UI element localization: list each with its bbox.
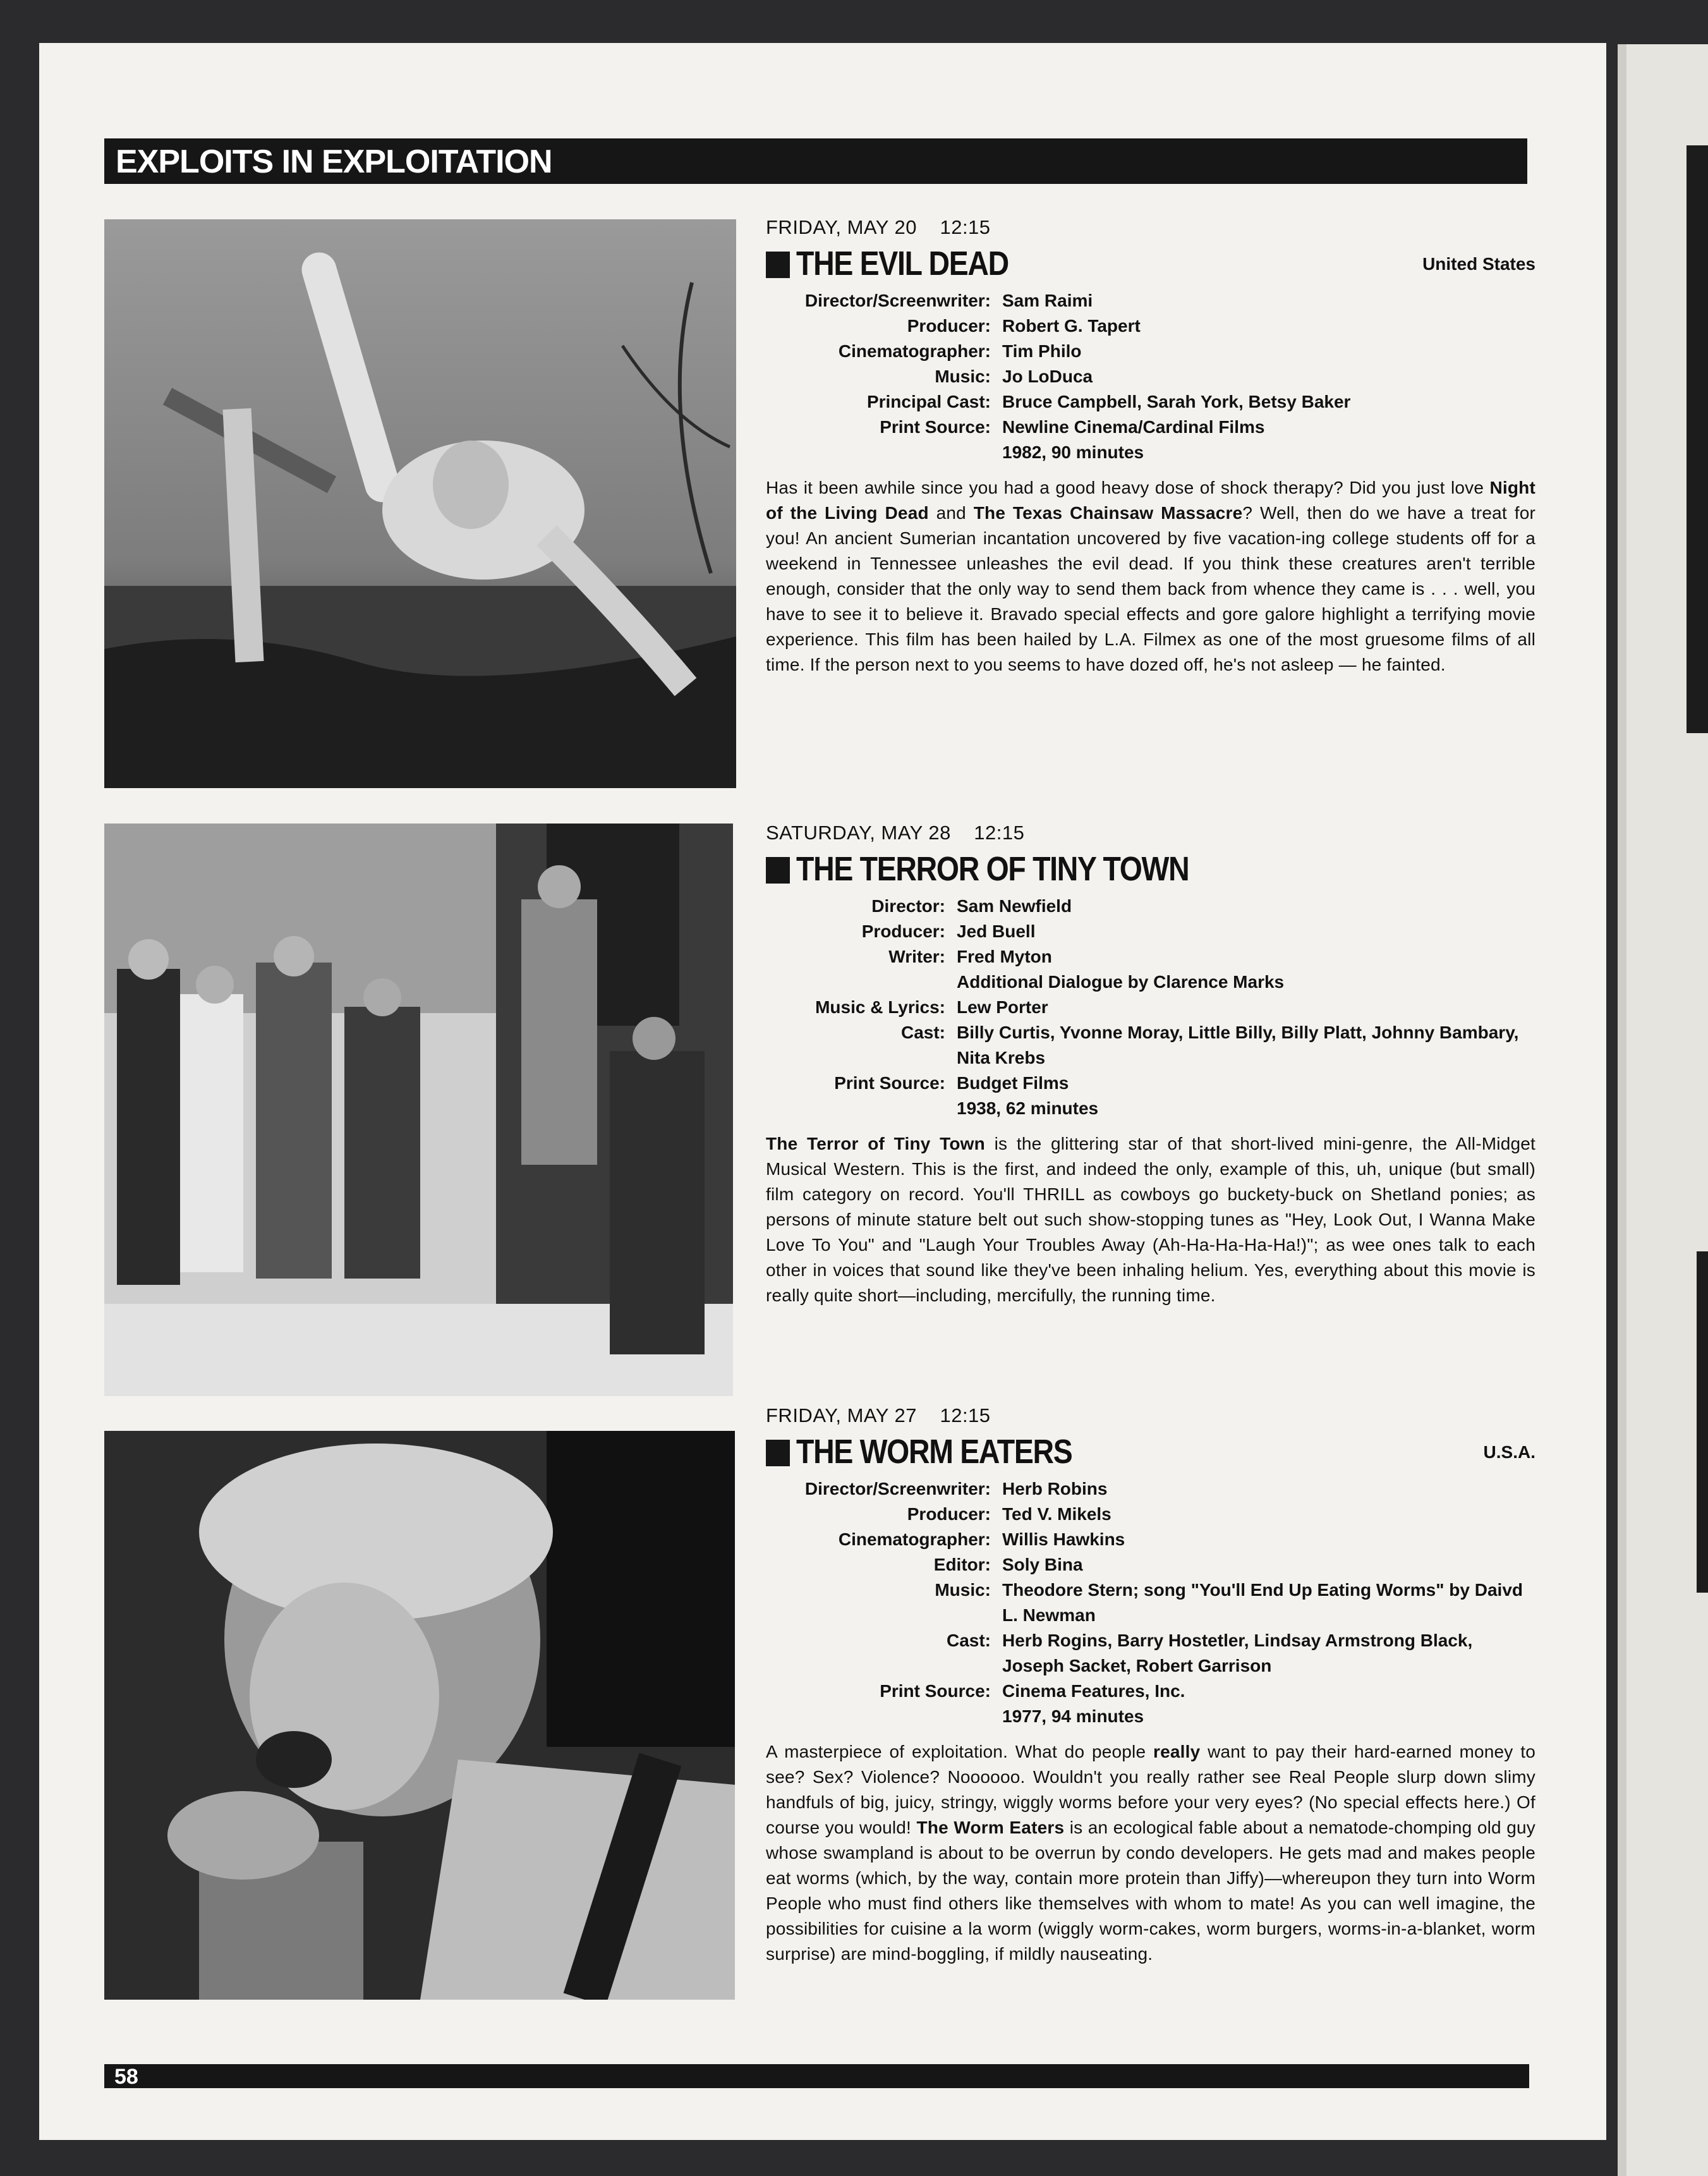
credit-value: Herb Rogins, Barry Hostetler, Lindsay Armstrong Black, Joseph Sacket, Robert Garrison <box>1002 1631 1473 1675</box>
footer-bar <box>104 2064 1529 2088</box>
credit-label: Producer: <box>907 316 991 336</box>
description-text: and <box>928 503 974 523</box>
credit-value: 1938, 62 minutes <box>957 1098 1099 1118</box>
evil-dead-photo <box>104 219 736 788</box>
credit-label: Print Source: <box>834 1073 945 1093</box>
film-reference: Night of the Living Dead <box>766 478 1535 523</box>
film-title: THE WORM EATERS <box>796 1433 1072 1471</box>
credit-value: Fred Myton <box>957 947 1052 966</box>
title-row <box>766 848 1535 890</box>
tiny-town-photo <box>104 824 733 1396</box>
credit-value: Billy Curtis, Yvonne Moray, Little Billy, Billy Platt, Johnny Bambary, Nita Krebs <box>957 1023 1519 1067</box>
credit-value: Willis Hawkins <box>1002 1529 1125 1549</box>
credit-value: Jed Buell <box>957 921 1036 941</box>
credit-row <box>766 1096 1535 1121</box>
film-country: U.S.A. <box>1483 1442 1535 1462</box>
credit-label: Print Source: <box>880 417 991 437</box>
credit-label: Music & Lyrics: <box>815 997 945 1017</box>
description-text: A masterpiece of exploitation. What do people <box>766 1742 1153 1761</box>
screening-date: SATURDAY, MAY 28 12:15 <box>766 822 1025 844</box>
credit-value: Additional Dialogue by Clarence Marks <box>957 972 1285 992</box>
credit-row <box>766 995 1535 1020</box>
credit-row <box>766 919 1535 944</box>
credit-row <box>766 1704 1535 1729</box>
credit-label: Cinematographer: <box>838 1529 991 1549</box>
credit-label: Print Source: <box>880 1681 991 1701</box>
adjacent-page <box>1618 44 1708 2176</box>
credit-value: Jo LoDuca <box>1002 367 1093 386</box>
title-bullet <box>766 252 790 278</box>
credit-value: Sam Newfield <box>957 896 1072 916</box>
credit-row <box>766 389 1535 415</box>
credit-label: Music: <box>935 1580 991 1600</box>
credit-row <box>766 1527 1535 1552</box>
film-reference: The Texas Chainsaw Massacre <box>973 503 1243 523</box>
film-description <box>766 475 1535 678</box>
credit-row <box>766 1679 1535 1704</box>
film-entry-worm-eaters <box>766 1403 1535 1967</box>
credit-label: Writer: <box>888 947 945 966</box>
credit-value: 1977, 94 minutes <box>1002 1706 1144 1726</box>
title-bullet <box>766 857 790 884</box>
worm-eaters-photo <box>104 1431 735 2000</box>
film-entry-evil-dead <box>766 215 1535 678</box>
title-row <box>766 243 1535 284</box>
credit-row <box>766 1502 1535 1527</box>
page-spine <box>1618 44 1626 2176</box>
credit-row <box>766 1577 1535 1628</box>
description-text: is the glittering star of that short-lived mini-genre, the All-Midget Musical Western. This is the first, and indeed the only, example of this, uh, unique (but small) film category on record. You'll THRILL as cowboys go buckety-buck on Shetland ponies; as persons of minute stature belt out such show-stopping tunes as "Hey, Look Out, I Wanna Make Love To You" and "Laugh Your Troubles Away (Ah-Ha-Ha-Ha-Ha!)"; as wee ones talk to each other in voices that sound like they've been inhaling helium. Yes, everything about this movie is really quite short—including, mercifully, the running time. <box>766 1134 1535 1305</box>
credit-value: Lew Porter <box>957 997 1048 1017</box>
credits-list <box>766 894 1535 1121</box>
credit-row <box>766 1071 1535 1096</box>
credit-row <box>766 969 1535 995</box>
credit-label: Editor: <box>933 1555 991 1574</box>
film-title: THE EVIL DEAD <box>796 245 1008 283</box>
film-title: THE TERROR OF TINY TOWN <box>796 850 1189 888</box>
section-title: EXPLOITS IN EXPLOITATION <box>116 143 552 180</box>
credits-list <box>766 288 1535 465</box>
credit-label: Cast: <box>900 1023 945 1042</box>
credit-row <box>766 415 1535 440</box>
credit-label: Producer: <box>907 1504 991 1524</box>
credit-label <box>766 440 1002 465</box>
credit-row <box>766 894 1535 919</box>
credit-row <box>766 1552 1535 1577</box>
credit-row <box>766 1476 1535 1502</box>
film-reference: The Worm Eaters <box>916 1818 1065 1837</box>
credit-value: Herb Robins <box>1002 1479 1108 1498</box>
film-country: United States <box>1422 254 1535 274</box>
film-entry-terror-of-tiny-town <box>766 820 1535 1308</box>
adjacent-page-bar-bottom <box>1697 1251 1708 1593</box>
credit-row <box>766 440 1535 465</box>
credit-row <box>766 339 1535 364</box>
film-description <box>766 1131 1535 1308</box>
credit-label: Director/Screenwriter: <box>804 291 991 310</box>
credit-row <box>766 944 1535 969</box>
credit-label: Producer: <box>861 921 945 941</box>
credit-value: Sam Raimi <box>1002 291 1093 310</box>
screening-date: FRIDAY, MAY 20 12:15 <box>766 216 991 238</box>
description-text: want to pay their hard-earned money to see? Sex? Violence? Noooooo. Wouldn't you really rather see Real People slurp down slimy handfuls of big, juicy, stringy, wiggly worms before your very eyes? (No special effects here.) Of course you would! <box>766 1742 1535 1837</box>
credit-label: Cast: <box>946 1631 991 1650</box>
credit-row <box>766 364 1535 389</box>
title-bullet <box>766 1440 790 1466</box>
credit-row <box>766 1020 1535 1071</box>
title-row <box>766 1431 1535 1473</box>
credit-value: Ted V. Mikels <box>1002 1504 1111 1524</box>
credit-label: Music: <box>935 367 991 386</box>
credit-row <box>766 1628 1535 1679</box>
section-header-bar <box>104 138 1527 184</box>
adjacent-page-bar-top <box>1687 145 1708 733</box>
credit-value: Bruce Campbell, Sarah York, Betsy Baker <box>1002 392 1351 411</box>
credit-label: Principal Cast: <box>866 392 991 411</box>
screening-date: FRIDAY, MAY 27 12:15 <box>766 1404 991 1426</box>
credit-value: Cinema Features, Inc. <box>1002 1681 1185 1701</box>
credit-row <box>766 313 1535 339</box>
credit-label <box>766 1096 957 1121</box>
credit-value: 1982, 90 minutes <box>1002 442 1144 462</box>
credit-label: Director: <box>871 896 945 916</box>
description-text: ? Well, then do we have a treat for you! An ancient Sumerian incantation uncovered by five vacation-ing college students off for a weekend in Tennessee unleashes the evil dead. If you think these creatures aren't terrible enough, consider that the only way to send them back from whence they came is . . . well, you have to see it to believe it. Bravado special effects and gore galore highlight a terrifying movie experience. This film has been hailed by L.A. Filmex as one of the most gruesome films of all time. If the person next to you seems to have dozed off, he's not asleep — he fainted. <box>766 503 1535 674</box>
film-description <box>766 1739 1535 1967</box>
credit-label: Cinematographer: <box>838 341 991 361</box>
film-reference: The Terror of Tiny Town <box>766 1134 985 1153</box>
credit-value: Budget Films <box>957 1073 1069 1093</box>
page-number: 58 <box>114 2065 138 2089</box>
credit-label <box>766 969 957 995</box>
emphasis-text: really <box>1153 1742 1201 1761</box>
description-text: is an ecological fable about a nematode-chomping old guy whose swampland is about to be overrun by condo developers. He gets mad and makes people eat worms (which, by the way, contain more protein than Jiffy)—whereupon they turn into Worm People who must find others like themselves with whom to mate! As you can well imagine, the possibilities for cuisine a la worm (wiggly worm-cakes, worm burgers, worms-in-a-blanket, worm surprise) are mind-boggling, if mildly nauseating. <box>766 1818 1536 1964</box>
description-text: Has it been awhile since you had a good heavy dose of shock therapy? Did you just love <box>766 478 1490 497</box>
credit-label <box>766 1704 1002 1729</box>
credit-value: Robert G. Tapert <box>1002 316 1141 336</box>
credits-list <box>766 1476 1535 1729</box>
credit-row <box>766 288 1535 313</box>
credit-value: Theodore Stern; song "You'll End Up Eating Worms" by Daivd L. Newman <box>1002 1580 1523 1625</box>
credit-label: Director/Screenwriter: <box>804 1479 991 1498</box>
credit-value: Soly Bina <box>1002 1555 1083 1574</box>
credit-value: Newline Cinema/Cardinal Films <box>1002 417 1265 437</box>
credit-value: Tim Philo <box>1002 341 1082 361</box>
